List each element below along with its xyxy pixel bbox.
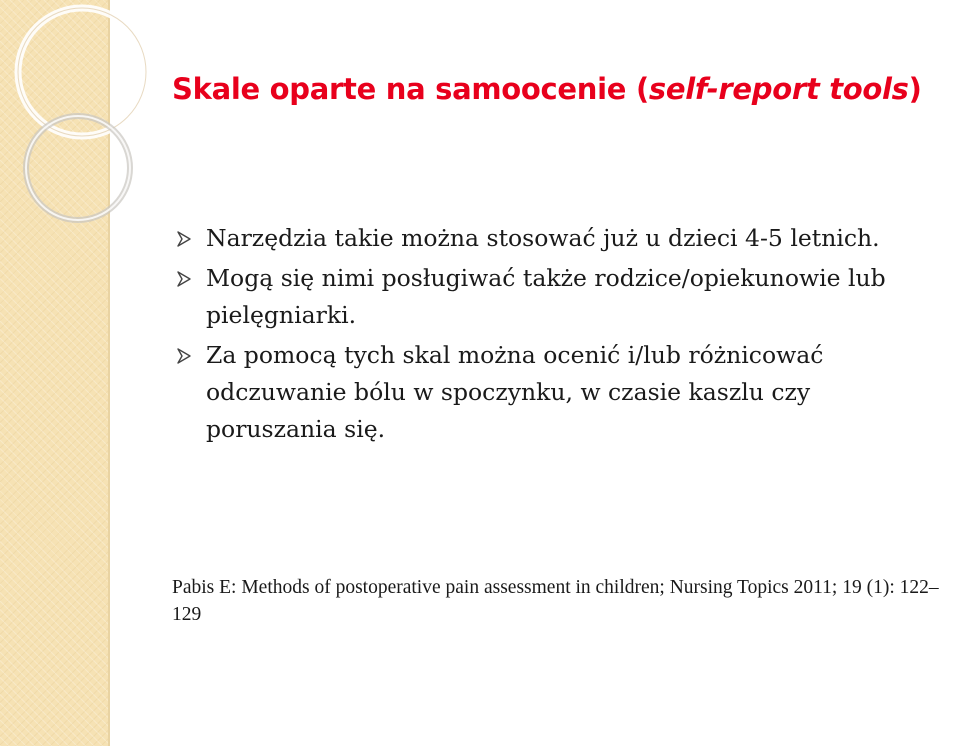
- bullet-text: Narzędzia takie można stosować już u dzieci 4-5 letnich.: [206, 224, 880, 252]
- title-italic-term: self-report tools: [648, 72, 909, 106]
- slide-title: [172, 72, 922, 106]
- bullet-list: [172, 220, 947, 451]
- bullet-item: [172, 337, 947, 448]
- decorative-rings-icon: [0, 0, 160, 260]
- arrow-bullet-icon: [176, 348, 192, 364]
- arrow-bullet-icon: [176, 231, 192, 247]
- bullet-item: [172, 260, 947, 334]
- bullet-text: Mogą się nimi posługiwać także rodzice/opiekunowie lub pielęgniarki.: [206, 264, 886, 329]
- citation-text: Pabis E: Methods of postoperative pain assessment in children; Nursing Topics 2011; 19 (1): 122–129: [172, 577, 939, 625]
- title-prefix: Skale oparte na samoocenie (: [172, 72, 649, 106]
- bullet-text: Za pomocą tych skal można ocenić i/lub różnicować odczuwanie bólu w spoczynku, w czasie kaszlu czy poruszania się.: [206, 341, 824, 443]
- arrow-bullet-icon: [176, 271, 192, 287]
- bullet-item: [172, 220, 947, 257]
- title-suffix: ): [908, 72, 922, 106]
